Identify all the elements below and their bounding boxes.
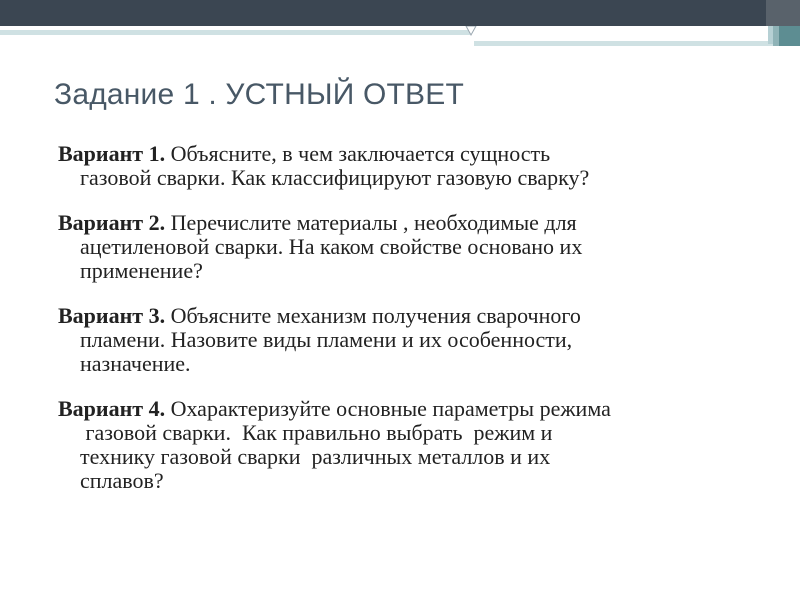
variant-text: Охарактеризуйте основные параметры режима	[165, 396, 611, 421]
variant-text: пламени. Назовите виды пламени и их особенности,	[80, 327, 573, 352]
header-band	[0, 0, 800, 26]
variant-first-line	[58, 397, 778, 421]
header-band-shade	[766, 0, 800, 26]
variant-item	[58, 142, 778, 190]
variant-first-line	[58, 304, 778, 328]
variant-label: Вариант 4.	[58, 396, 166, 421]
slide-marker-icon	[464, 26, 478, 42]
slide-title: Задание 1 . УСТНЫЙ ОТВЕТ	[54, 78, 465, 111]
variant-item	[58, 304, 778, 376]
variant-label: Вариант 1.	[58, 141, 166, 166]
variant-text: технику газовой сварки различных металлов и их	[80, 444, 551, 469]
variant-item	[58, 397, 778, 493]
accent-corner-teal	[779, 26, 800, 46]
variant-list	[58, 142, 778, 514]
variant-text: применение?	[80, 258, 203, 283]
variant-first-line	[58, 142, 778, 166]
variant-text: газовой сварки. Как правильно выбрать режим и	[80, 420, 553, 445]
variant-text: назначение.	[80, 351, 191, 376]
variant-label: Вариант 3.	[58, 303, 166, 328]
accent-stripe-right	[474, 41, 800, 46]
variant-text: Перечислите материалы , необходимые для	[165, 210, 577, 235]
variant-first-line	[58, 211, 778, 235]
variant-item	[58, 211, 778, 283]
variant-text: сплавов?	[80, 468, 164, 493]
variant-label: Вариант 2.	[58, 210, 166, 235]
variant-text: ацетиленовой сварки. На каком свойстве основано их	[80, 234, 583, 259]
variant-text: газовой сварки. Как классифицируют газовую сварку?	[80, 165, 590, 190]
variant-text: Объясните, в чем заключается сущность	[165, 141, 551, 166]
accent-stripe-left	[0, 30, 470, 35]
variant-text: Объясните механизм получения сварочного	[165, 303, 581, 328]
